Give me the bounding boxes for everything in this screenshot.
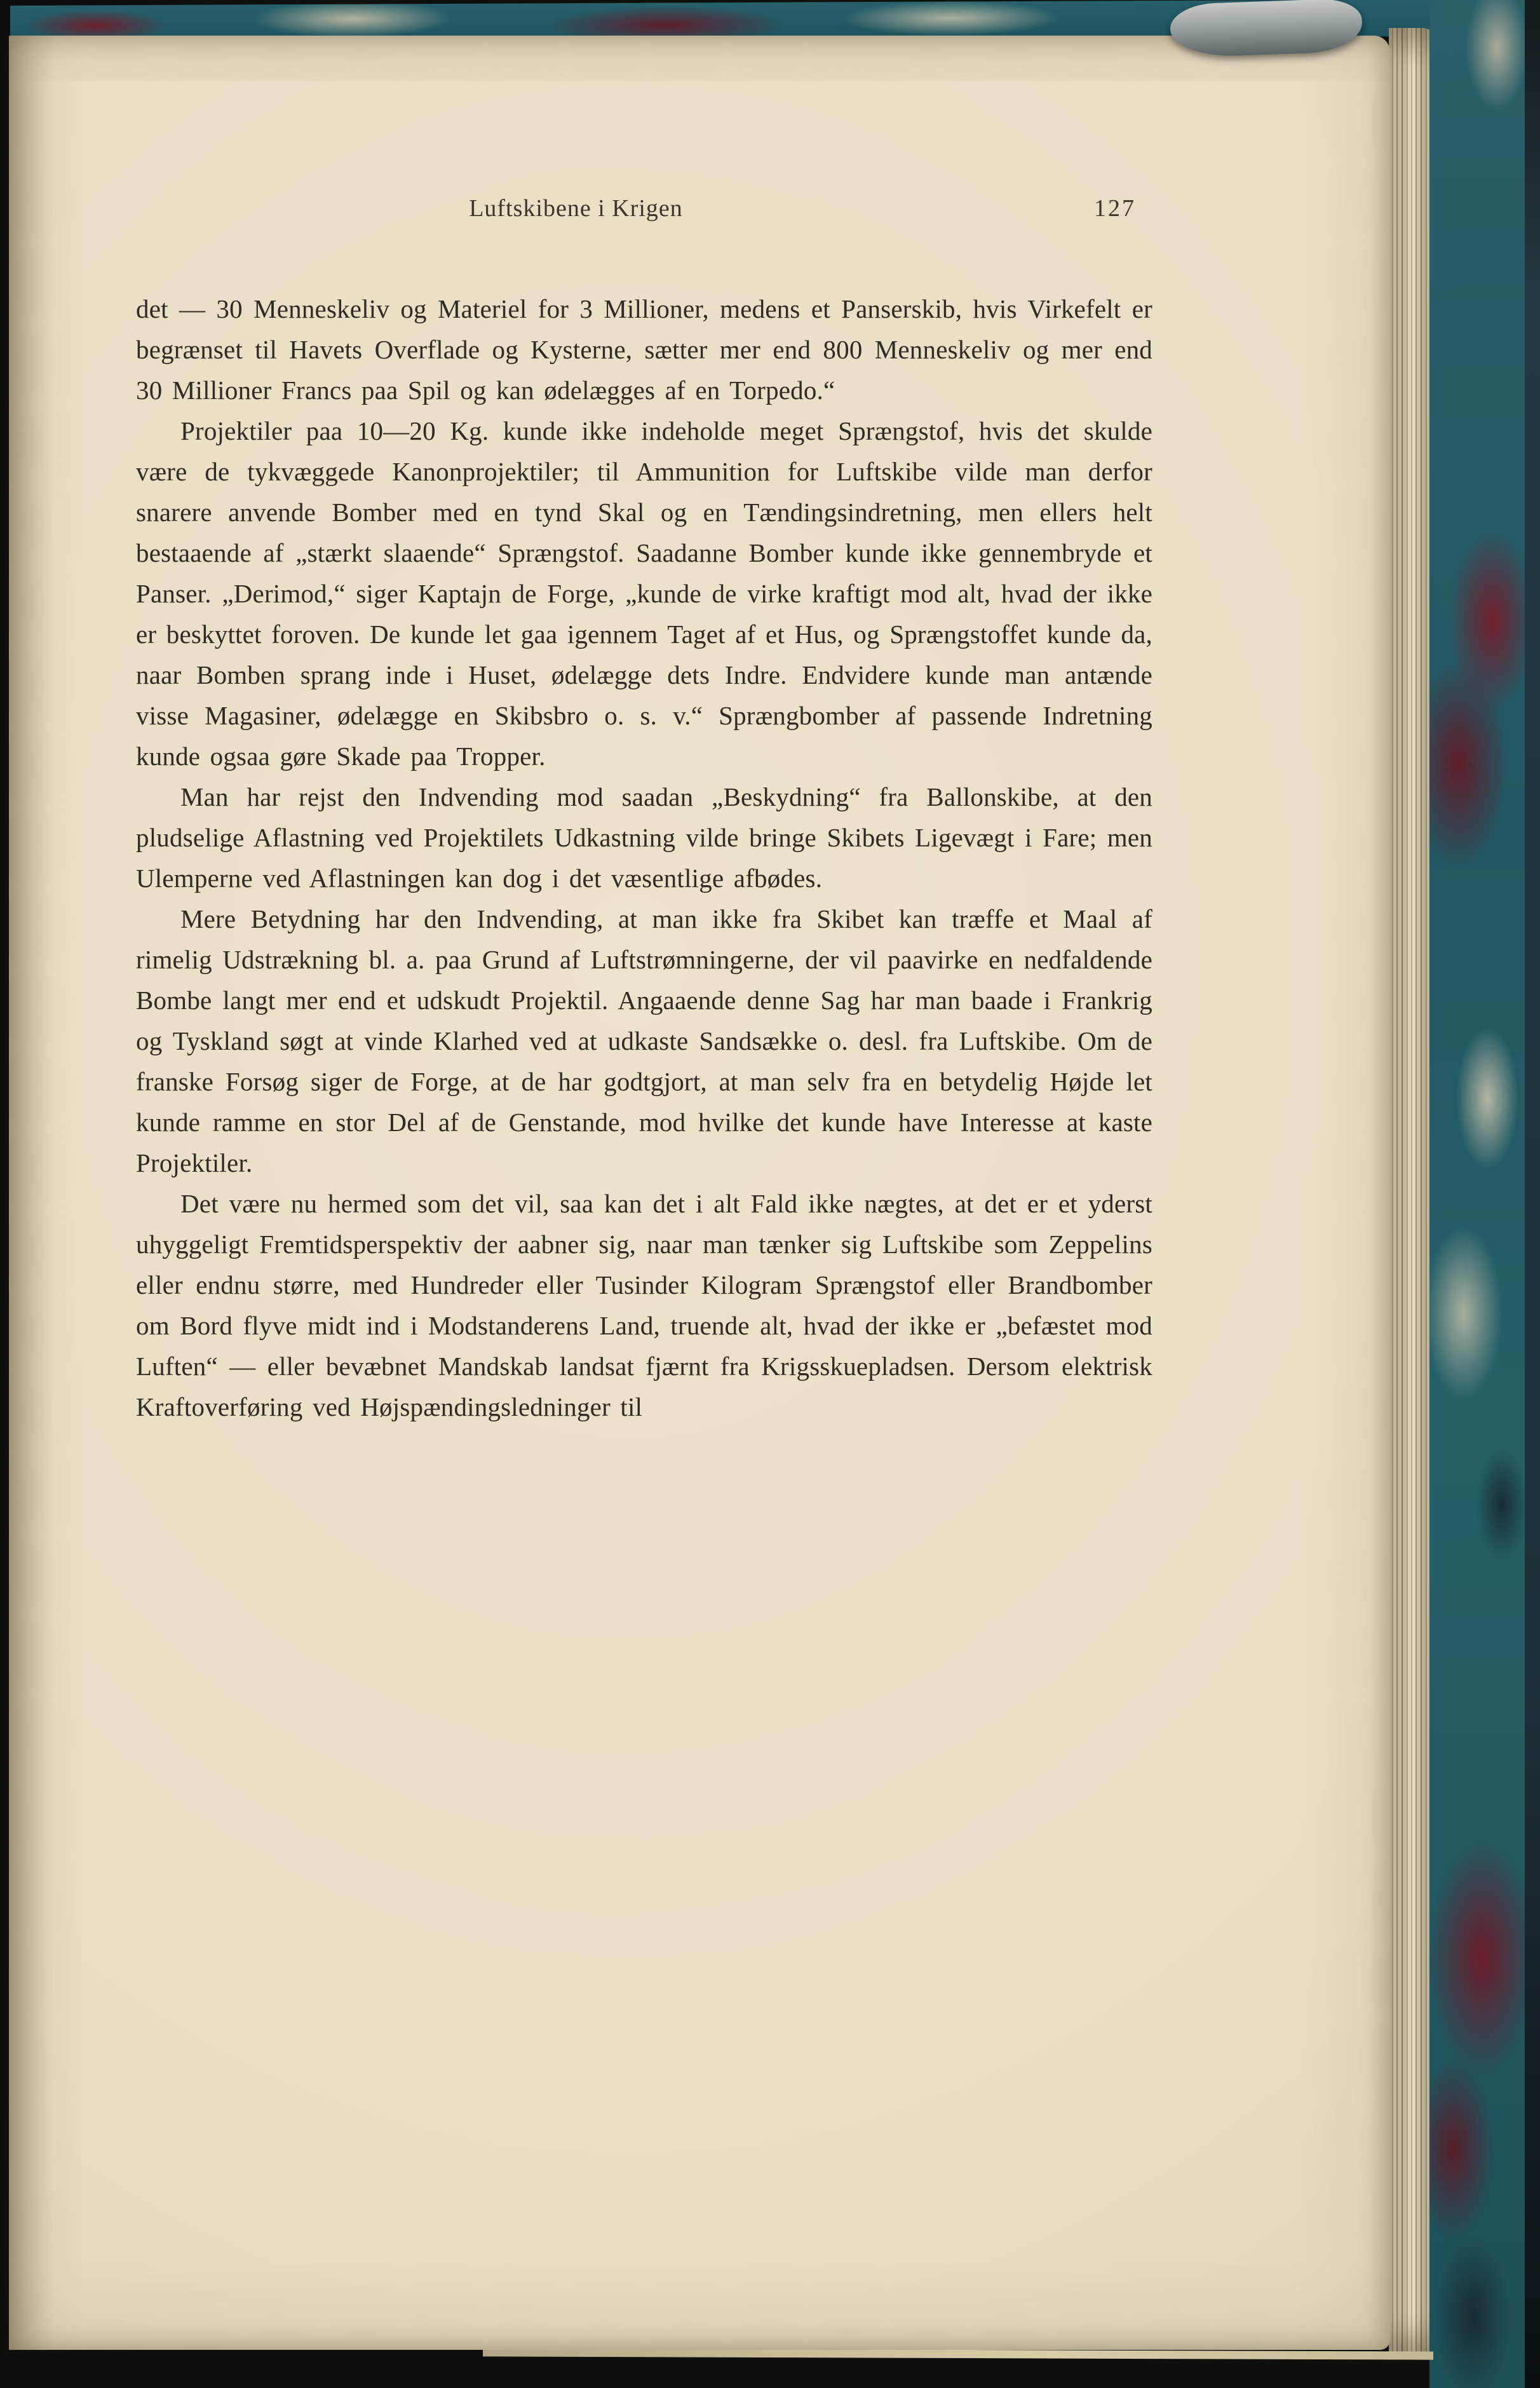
page-bottom-edges — [483, 2348, 1433, 2359]
page-number: 127 — [1094, 195, 1136, 222]
book-cover-edge — [1525, 0, 1540, 2388]
marbled-endpaper — [1429, 0, 1526, 2388]
scanned-page — [9, 36, 1390, 2350]
paragraph-2: Projektiler paa 10—20 Kg. kunde ikke indeholde meget Sprængstof, hvis det skulde være de tykvæggede Kanonprojektiler; til Ammunition for Luftskibe vilde man derfor snarere anvende Bomber med en tynd Skal og en Tændingsindretning, men ellers helt bestaaende af „stærkt slaaende“ Sprængstof. Saadanne Bomber kunde ikke gennembryde et Panser. „Derimod,“ siger Kaptajn de Forge, „kunde de virke kraftigt mod alt, hvad der ikke er beskyttet foroven. De kunde let gaa igennem Taget af et Hus, og Sprængstoffet kunde da, naar Bomben sprang inde i Huset, ødelægge dets Indre. Endvidere kunde man antænde visse Magasiner, ødelægge en Skibsbro o. s. v.“ Sprængbomber af passende Indretning kunde ogsaa gøre Skade paa Tropper. — [136, 416, 1152, 771]
page-content — [136, 194, 1152, 1427]
paragraph-4: Mere Betydning har den Indvending, at man ikke fra Skibet kan træffe et Maal af rimelig Udstrækning bl. a. paa Grund af Luftstrømningerne, der vil paavirke en nedfaldende Bombe langt mer end et udskudt Projektil. Angaaende denne Sag har man baade i Frankrig og Tyskland søgt at vinde Klarhed ved at udkaste Sandsække o. desl. fra Luftskibe. Om de franske Forsøg siger de Forge, at de har godtgjort, at man selv fra en betydelig Højde let kunde ramme en stor Del af de Genstande, mod hvilke det kunde have Interesse at kaste Projektiler. — [136, 904, 1152, 1177]
paragraph-3: Man har rejst den Indvending mod saadan „Beskydning“ fra Ballonskibe, at den pludselige Aflastning ved Projektilets Udkastning vilde bringe Skibets Ligevægt i Fare; men Ulemperne ved Aflastningen kan dog i det væsentlige afbødes. — [136, 782, 1152, 893]
gutter-shadow — [9, 36, 53, 2350]
paragraph-1: det — 30 Menneskeliv og Materiel for 3 Millioner, medens et Panserskib, hvis Virkefelt er begrænset til Havets Overflade og Kysterne, sætter mer end 800 Menneskeliv og mer end 30 Millioner Francs paa Spil og kan ødelægges af en Torpedo.“ — [136, 294, 1152, 405]
paragraph-5: Det være nu hermed som det vil, saa kan det i alt Fald ikke nægtes, at det er et yderst uhyggeligt Fremtidsperspektiv der aabner sig, naar man tænker sig Luftskibe som Zeppelins eller endnu større, med Hundreder eller Tusinder Kilogram Sprængstof eller Brandbomber om Bord flyve midt ind i Modstanderens Land, truende alt, hvad der ikke er „befæstet mod Luften“ — eller bevæbnet Mandskab landsat fjærnt fra Krigsskuepladsen. Dersom elektrisk Kraftoverføring ved Højspændingsledninger til — [136, 1189, 1152, 1421]
text-block — [136, 288, 1152, 1427]
page-stack-edges — [1389, 28, 1435, 2354]
running-header — [136, 194, 1152, 227]
page-title: Luftskibene i Krigen — [469, 195, 683, 222]
